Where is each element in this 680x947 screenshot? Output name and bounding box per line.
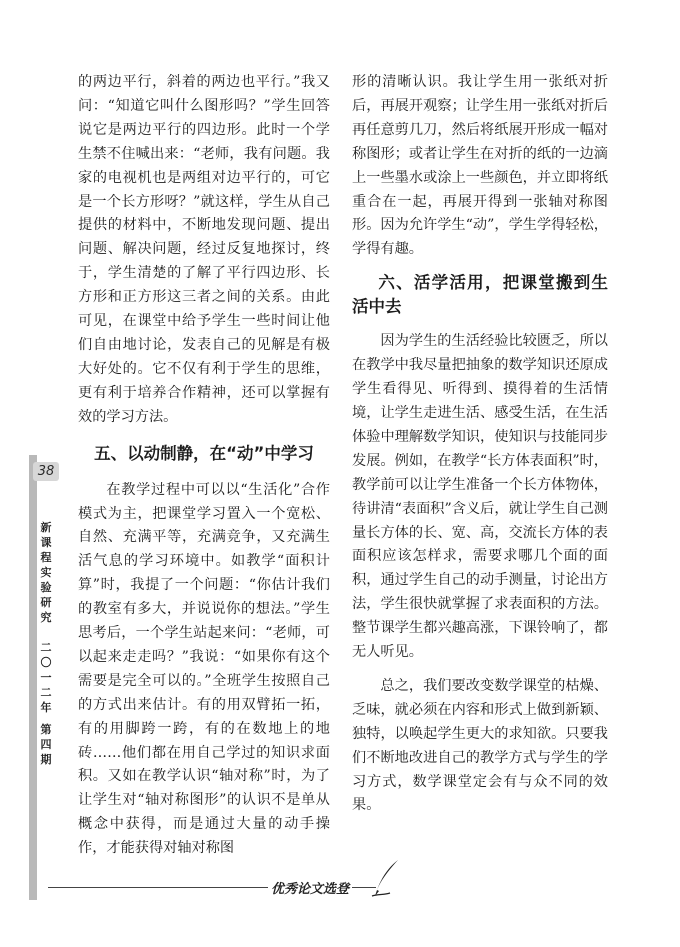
left-paragraph-1: 的两边平行，斜着的两边也平行。”我又问：“知道它叫什么图形吗？”学生回答说它是两边平行的四边形。此时一个学生禁不住喊出来：“老师，我有问题。我家的电视机也是两组对边平行的，可它是一个长方形呀？”就这样，学生从自己提供的材料中，不断地发现问题、提出问题、解决问题，经过反复地探讨，终于，学生清楚的了解了平行四边形、长方形和正方形这三者之间的关系。由此可见，在课堂中给予学生一些时间让他们自由地讨论，发表自己的见解是有极大好处的。它不仅有利于学生的思维，更有利于培养合作精神，还可以掌握有效的学习方法。 — [78, 74, 330, 425]
right-paragraph-3: 总之，我们要改变数学课堂的枯燥、乏味，就必须在内容和形式上做到新颖、独特，以唤起学生更大的求知欲。只要我们不断地改进自己的教学方式与学生的学习方式，数学课堂定会有与众不同的效果。 — [352, 677, 608, 814]
footer-label: 优秀论文选登 — [268, 878, 352, 897]
right-column — [352, 71, 608, 818]
journal-issue: 第四期 — [40, 723, 52, 766]
journal-year: 二〇一二年 — [40, 641, 52, 714]
quill-pen-icon — [370, 858, 402, 898]
right-paragraph-1: 形的清晰认识。我让学生用一张纸对折后，再展开观察；让学生用一张纸对折后再任意剪几刀，然后将纸展开形成一幅对称图形；或者让学生在对折的纸的一边滴上一些墨水或涂上一些颜色，并立即将纸重合在一起，再展开得到一张轴对称图形。因为允许学生“动”，学生学得轻松，学得有趣。 — [352, 74, 608, 258]
page-number: 38 — [33, 462, 59, 481]
section-heading-6: 六、活学活用，把课堂搬到生活中去 — [352, 273, 608, 317]
section-heading-5: 五、以动制静，在“动”中学习 — [94, 443, 314, 463]
right-paragraph-2: 因为学生的生活经验比较匮乏，所以在教学中我尽量把抽象的数学知识还原成学生看得见、听得到、摸得着的生活情境，让学生走进生活、感受生活，在生活体验中理解数学知识，使知识与技能同步发展。例如，在教学“长方体表面积”时，教学前可以让学生准备一个长方体物体，待讲清“表面积”含义后，就让学生自己测量长方体的长、宽、高，交流长方体的表面积应该怎样求，需要求哪几个面的面积，通过学生自己的动手测量，讨论出方法，学生很快就掌握了求表面积的方法。整节课学生都兴趣高涨，下课铃响了，都无人听见。 — [352, 333, 608, 661]
left-paragraph-2: 在教学过程中可以以“生活化”合作模式为主，把课堂学习置入一个宽松、自然、充满平等，充满竞争，又充满生活气息的学习环境中。如教学“面积计算”时，我提了一个问题：“你估计我们的教室有多大，并说说你的想法。”学生思考后，一个学生站起来问：“老师，可以起来走走吗？”我说：“如果你有这个需要是完全可以的。”全班学生按照自己的方式出来估计。有的用双臂拓一拓，有的用脚跨一跨，有的在数地上的地砖……他们都在用自己学过的知识求面积。又如在教学认识“轴对称”时，为了让学生对“轴对称图形”的认识不是单从概念中获得，而是通过大量的动手操作，才能获得对轴对称图 — [78, 481, 330, 857]
journal-name: 新课程实验研究 — [40, 521, 52, 624]
side-margin-bar — [29, 455, 37, 900]
left-column — [78, 71, 330, 861]
